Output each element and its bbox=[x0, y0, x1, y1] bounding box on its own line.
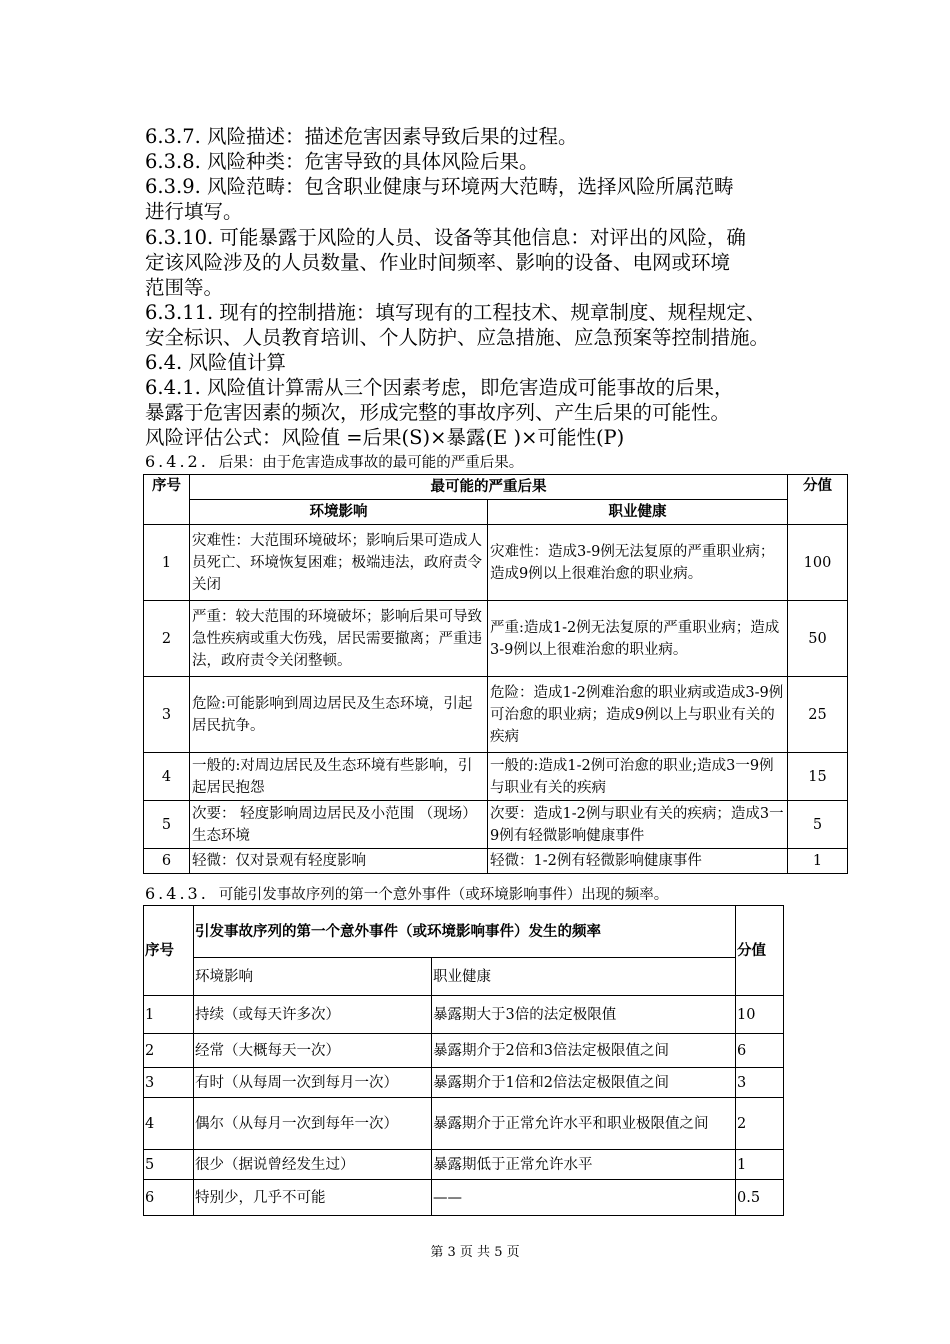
row-env: 特别少，几乎不可能 bbox=[194, 1180, 432, 1216]
row-env: 次要： 轻度影响周边居民及小范围 （现场）生态环境 bbox=[190, 801, 488, 849]
row-health: 严重:造成1-2例无法复原的严重职业病；造成3-9例以上很难治愈的职业病。 bbox=[488, 601, 788, 677]
row-env: 严重：较大范围的环境破坏；影响后果可导致急性疾病或重大伤残，居民需要撤离；严重违法，政府责令关闭整顿。 bbox=[190, 601, 488, 677]
row-score: 1 bbox=[788, 849, 848, 874]
paragraph-6-3-10-line1: 6.3.10. 可能暴露于风险的人员、设备等其他信息：对评出的风险，确 bbox=[145, 226, 746, 249]
row-seq: 5 bbox=[144, 1150, 194, 1180]
paragraph-6-3-11-line1: 6.3.11. 现有的控制措施：填写现有的工程技术、规章制度、规程规定、 bbox=[145, 301, 766, 324]
paragraph-6-3-8: 6.3.8. 风险种类：危害导致的具体风险后果。 bbox=[145, 150, 539, 173]
row-health: 暴露期介于2倍和3倍法定极限值之间 bbox=[432, 1034, 736, 1068]
row-seq: 1 bbox=[144, 996, 194, 1034]
row-score: 25 bbox=[788, 677, 848, 753]
header-frequency: 引发事故序列的第一个意外事件（或环境影响事件）发生的频率 bbox=[194, 906, 736, 958]
row-seq: 6 bbox=[144, 1180, 194, 1216]
table-row bbox=[144, 1150, 784, 1180]
header-most-severe: 最可能的严重后果 bbox=[190, 475, 788, 500]
paragraph-6-3-10-line3: 范围等。 bbox=[145, 276, 224, 299]
row-seq: 5 bbox=[144, 801, 190, 849]
row-health: 一般的:造成1-2例可治愈的职业;造成3一9例与职业有关的疾病 bbox=[488, 753, 788, 801]
paragraph-6-4-1-line1: 6.4.1. 风险值计算需从三个因素考虑，即危害造成可能事故的后果， bbox=[145, 376, 734, 399]
section-number: 6.4.3. bbox=[145, 884, 209, 903]
row-seq: 1 bbox=[144, 525, 190, 601]
table-row bbox=[144, 601, 848, 677]
row-health: 次要：造成1-2例与职业有关的疾病；造成3一9例有轻微影响健康事件 bbox=[488, 801, 788, 849]
row-score: 1 bbox=[736, 1150, 784, 1180]
section-heading-6-4: 6.4. 风险值计算 bbox=[145, 351, 286, 374]
row-seq: 4 bbox=[144, 1098, 194, 1150]
section-number: 6.4.2. bbox=[145, 452, 209, 471]
table-row bbox=[144, 1098, 784, 1150]
consequence-table bbox=[143, 474, 848, 874]
section-6-4-3-heading bbox=[145, 885, 668, 904]
row-score: 0.5 bbox=[736, 1180, 784, 1216]
row-health: 暴露期大于3倍的法定极限值 bbox=[432, 996, 736, 1034]
row-health: —— bbox=[432, 1180, 736, 1216]
table-row bbox=[144, 753, 848, 801]
page-footer: 第 3 页 共 5 页 bbox=[430, 1245, 520, 1260]
row-env: 轻微：仅对景观有轻度影响 bbox=[190, 849, 488, 874]
row-score: 10 bbox=[736, 996, 784, 1034]
row-seq: 6 bbox=[144, 849, 190, 874]
header-seq: 序号 bbox=[144, 906, 194, 996]
table-row bbox=[144, 525, 848, 601]
row-score: 3 bbox=[736, 1068, 784, 1098]
row-seq: 2 bbox=[144, 601, 190, 677]
row-env: 持续（或每天许多次） bbox=[194, 996, 432, 1034]
row-score: 15 bbox=[788, 753, 848, 801]
risk-formula: 风险评估公式：风险值 =后果(S)×暴露(E )×可能性(P) bbox=[145, 426, 625, 449]
table-row bbox=[144, 677, 848, 753]
row-env: 偶尔（从每月一次到每年一次） bbox=[194, 1098, 432, 1150]
header-env: 环境影响 bbox=[190, 500, 488, 525]
table-row bbox=[144, 1180, 784, 1216]
row-env: 有时（从每周一次到每月一次） bbox=[194, 1068, 432, 1098]
row-env: 危险:可能影响到周边居民及生态环境，引起居民抗争。 bbox=[190, 677, 488, 753]
header-health: 职业健康 bbox=[488, 500, 788, 525]
row-health: 危险：造成1-2例难治愈的职业病或造成3-9例可治愈的职业病；造成9例以上与职业有关的疾病 bbox=[488, 677, 788, 753]
row-env: 灾难性：大范围环境破坏；影响后果可造成人员死亡、环境恢复困难；极端违法，政府责令关闭 bbox=[190, 525, 488, 601]
row-health: 暴露期低于正常允许水平 bbox=[432, 1150, 736, 1180]
paragraph-6-4-1-line2: 暴露于危害因素的频次，形成完整的事故序列、产生后果的可能性。 bbox=[145, 401, 731, 424]
paragraph-6-3-9-line2: 进行填写。 bbox=[145, 200, 243, 223]
header-env: 环境影响 bbox=[194, 958, 432, 996]
paragraph-6-3-7: 6.3.7. 风险描述：描述危害因素导致后果的过程。 bbox=[145, 125, 578, 148]
row-score: 6 bbox=[736, 1034, 784, 1068]
header-seq: 序号 bbox=[144, 475, 190, 525]
section-6-4-2-heading bbox=[145, 453, 523, 472]
header-health: 职业健康 bbox=[432, 958, 736, 996]
row-env: 一般的:对周边居民及生态环境有些影响，引起居民抱怨 bbox=[190, 753, 488, 801]
row-env: 很少（据说曾经发生过） bbox=[194, 1150, 432, 1180]
row-score: 2 bbox=[736, 1098, 784, 1150]
row-seq: 3 bbox=[144, 1068, 194, 1098]
section-text: 后果：由于危害造成事故的最可能的严重后果。 bbox=[218, 455, 524, 471]
paragraph-6-3-10-line2: 定该风险涉及的人员数量、作业时间频率、影响的设备、电网或环境 bbox=[145, 251, 731, 274]
header-score: 分值 bbox=[788, 475, 848, 525]
row-seq: 2 bbox=[144, 1034, 194, 1068]
row-health: 暴露期介于1倍和2倍法定极限值之间 bbox=[432, 1068, 736, 1098]
row-score: 100 bbox=[788, 525, 848, 601]
table-row bbox=[144, 1034, 784, 1068]
row-score: 5 bbox=[788, 801, 848, 849]
table-row bbox=[144, 1068, 784, 1098]
row-score: 50 bbox=[788, 601, 848, 677]
row-seq: 4 bbox=[144, 753, 190, 801]
table-row bbox=[144, 996, 784, 1034]
row-health: 轻微：1-2例有轻微影响健康事件 bbox=[488, 849, 788, 874]
paragraph-6-3-9-line1: 6.3.9. 风险范畴：包含职业健康与环境两大范畴，选择风险所属范畴 bbox=[145, 175, 734, 198]
header-score: 分值 bbox=[736, 906, 784, 996]
paragraph-6-3-11-line2: 安全标识、人员教育培训、个人防护、应急措施、应急预案等控制措施。 bbox=[145, 326, 770, 349]
row-seq: 3 bbox=[144, 677, 190, 753]
row-env: 经常（大概每天一次） bbox=[194, 1034, 432, 1068]
row-health: 灾难性：造成3-9例无法复原的严重职业病；造成9例以上很难治愈的职业病。 bbox=[488, 525, 788, 601]
frequency-table bbox=[143, 905, 784, 1216]
section-text: 可能引发事故序列的第一个意外事件（或环境影响事件）出现的频率。 bbox=[218, 887, 669, 903]
table-row bbox=[144, 801, 848, 849]
table-row bbox=[144, 849, 848, 874]
row-health: 暴露期介于正常允许水平和职业极限值之间 bbox=[432, 1098, 736, 1150]
